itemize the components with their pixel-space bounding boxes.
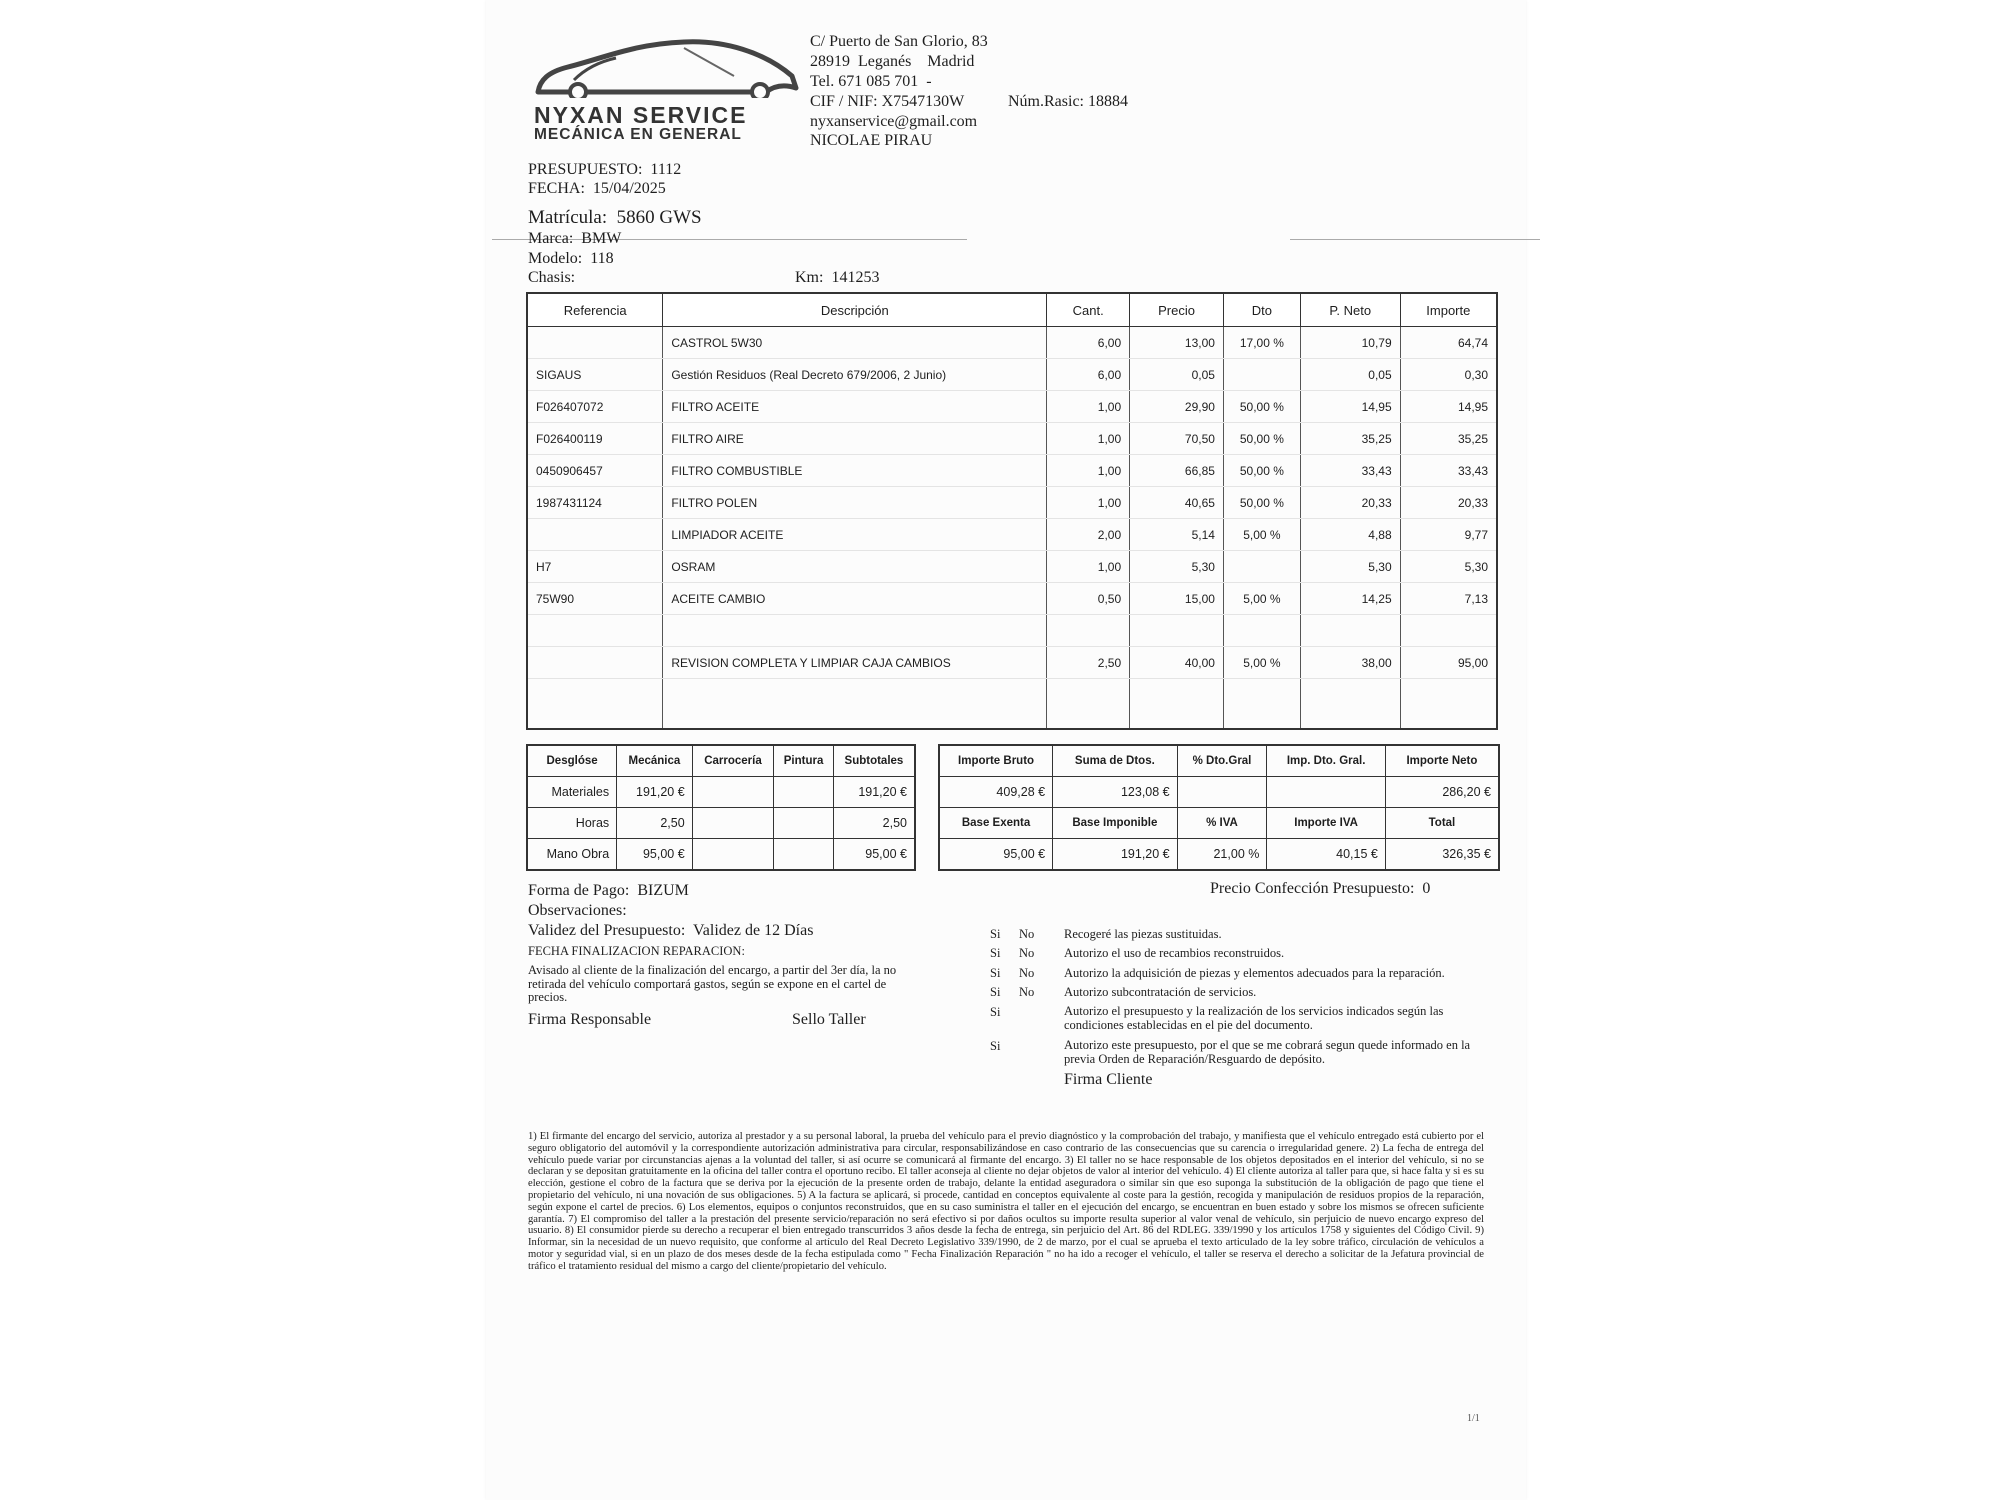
item-discount: 5,00 %: [1223, 583, 1300, 615]
item-qty: 1,00: [1047, 423, 1130, 455]
breakdown-mecanica: 191,20 €: [617, 777, 693, 808]
item-qty: 0,50: [1047, 583, 1130, 615]
auth-yes: Si: [990, 966, 1001, 980]
item-amount: 95,00: [1400, 647, 1497, 679]
table-row: [527, 455, 1497, 487]
item-desc: [663, 615, 1047, 647]
signature-responsible-label: Firma Responsable: [528, 1011, 652, 1028]
total-amount: 326,35 €: [1385, 839, 1499, 871]
base-exenta: 95,00 €: [939, 839, 1053, 871]
auth-yes: Si: [990, 1039, 1001, 1053]
item-price: 40,65: [1130, 487, 1224, 519]
item-qty: 1,00: [1047, 455, 1130, 487]
vehicle-chassis: Chasis:: [528, 269, 576, 286]
auth-no: No: [1019, 985, 1035, 999]
client-signature-label: Firma Cliente: [1064, 1071, 1153, 1088]
company-email: nyxanservice@gmail.com: [810, 113, 978, 130]
breakdown-subtotal: 2,50: [833, 808, 915, 839]
item-ref: [527, 519, 663, 551]
table-row: [527, 423, 1497, 455]
item-discount: [1223, 615, 1300, 647]
item-amount: 35,25: [1400, 423, 1497, 455]
totals-row-tax: [939, 839, 1499, 871]
item-qty: 2,00: [1047, 519, 1130, 551]
auth-yes: Si: [990, 985, 1001, 999]
item-net: 10,79: [1300, 327, 1400, 359]
item-ref: F026407072: [527, 391, 663, 423]
item-ref: 0450906457: [527, 455, 663, 487]
item-qty: 2,50: [1047, 647, 1130, 679]
item-discount: 50,00 %: [1223, 423, 1300, 455]
item-price: 40,00: [1130, 647, 1224, 679]
pickup-notice: Avisado al cliente de la finalización del encargo, a partir del 3er día, la no retirada del vehículo comportará gastos, según se expone en el cartel de precios.: [528, 963, 897, 1004]
totals-header: Base Exenta: [939, 808, 1053, 839]
repair-end-date-label: FECHA FINALIZACION REPARACION:: [528, 944, 745, 958]
item-ref: [527, 647, 663, 679]
auth-text: Autorizo la adquisición de piezas y elementos adecuados para la reparación.: [1064, 966, 1445, 980]
breakdown-pintura: [774, 808, 834, 839]
column-header: Precio: [1130, 293, 1224, 327]
item-desc: Gestión Residuos (Real Decreto 679/2006, 2 Junio): [663, 359, 1047, 391]
table-row: [527, 551, 1497, 583]
table-row: [527, 519, 1497, 551]
item-ref: F026400119: [527, 423, 663, 455]
item-price: 66,85: [1130, 455, 1224, 487]
auth-no: No: [1019, 927, 1035, 941]
item-ref: 1987431124: [527, 487, 663, 519]
importe-neto: 286,20 €: [1385, 777, 1499, 808]
item-discount: 5,00 %: [1223, 647, 1300, 679]
workshop-stamp-label: Sello Taller: [792, 1011, 866, 1028]
item-amount: 64,74: [1400, 327, 1497, 359]
table-row: [527, 359, 1497, 391]
auth-text: Autorizo subcontratación de servicios.: [1064, 985, 1257, 999]
item-discount: 17,00 %: [1223, 327, 1300, 359]
table-row: [527, 327, 1497, 359]
item-net: 4,88: [1300, 519, 1400, 551]
item-net: 33,43: [1300, 455, 1400, 487]
totals-header: Importe IVA: [1267, 808, 1386, 839]
presupuesto-number: PRESUPUESTO: 1112: [528, 161, 682, 178]
breakdown-header: Mecánica: [617, 745, 693, 777]
item-qty: 1,00: [1047, 391, 1130, 423]
base-imponible: 191,20 €: [1053, 839, 1178, 871]
items-header-row: [527, 293, 1497, 327]
company-tax-id: CIF / NIF: X7547130W: [810, 93, 965, 110]
breakdown-label: Mano Obra: [527, 839, 617, 871]
company-rasic: Núm.Rasic: 18884: [1008, 93, 1128, 110]
importe-iva: 40,15 €: [1267, 839, 1386, 871]
table-filler: [527, 679, 1497, 730]
breakdown-subtotal: 191,20 €: [833, 777, 915, 808]
item-discount: 50,00 %: [1223, 487, 1300, 519]
totals-header: % IVA: [1177, 808, 1267, 839]
item-qty: 6,00: [1047, 359, 1130, 391]
item-price: 5,30: [1130, 551, 1224, 583]
item-net: 14,25: [1300, 583, 1400, 615]
breakdown-header: Desglóse: [527, 745, 617, 777]
item-amount: 14,95: [1400, 391, 1497, 423]
item-net: 14,95: [1300, 391, 1400, 423]
column-header: P. Neto: [1300, 293, 1400, 327]
item-ref: H7: [527, 551, 663, 583]
breakdown-pintura: [774, 777, 834, 808]
observations-label: Observaciones:: [528, 902, 627, 919]
importe-descuento-general: [1267, 777, 1386, 808]
auth-no: No: [1019, 946, 1035, 960]
breakdown-row-materiales: [527, 777, 915, 808]
breakdown-header: Pintura: [774, 745, 834, 777]
breakdown-mecanica: 95,00 €: [617, 839, 693, 871]
auth-text: Recogeré las piezas sustituidas.: [1064, 927, 1222, 941]
suma-descuentos: 123,08 €: [1053, 777, 1178, 808]
item-discount: [1223, 359, 1300, 391]
legal-conditions: 1) El firmante del encargo del servicio, autoriza al prestador y a su personal laboral, la prueba del vehículo para el previo diagnóstico y la comprobación del trabajo, y manifiesta que el vehículo entregado está cubierto por el seguro obligatorio del automóvil y la correspondiente autorización administrativa para circular, responsabilizándose en caso contrario de las consecuencias que su carencia o irregularidad genere. 2) La fecha de entrega del vehículo puede variar por circunstancias ajenas a la voluntad del taller, si así ocurre se comunicará al firmante del encargo. 3) El taller no se hace responsable de los objetos depositados en el interior del vehículo, si no se declaran y se depositan gratuitamente en la oficina del taller contra el oportuno recibo. El taller aconseja al cliente no dejar objetos de valor al interior del vehículo. 4) El cliente autoriza al taller para que, si hace falta y si es su elección, gestione el cobro de la factura que se deriva por la ejecución de la presente orden de trabajo, delante la entidad aseguradora o similar sin que eso suponga la substitución de la obligación de pago que tiene el propietario del vehículo, ni una novación de sus obligaciones. 5) A la factura se aplicará, si procede, cantidad en conceptos equivalente al coste para la gestión, recogida y manipulación de residuos propios de la reparación, según expone el cartel de precios. 6) Los elementos, equipos o conjuntos reconstruidos, que en su caso suministra el taller en el ejecución del encargo, se encuentran en buen estado y sobre los mismos se ofrecen suficiente garantía. 7) El compromiso del taller a la prestación del presente servicio/reparación no será efectivo si por daños ocultos su importe resulta superior al valor venal de vehículo, sin perjuicio de nuevo encargo expreso del usuario. 8) El consumidor pierde su derecho a recuperar el bien entregado transcurridos 3 años desde la fecha de entrega, sin perjuicio del Art. 86 del RDLEG. 339/1990 y los artículos 1758 y siguientes del Código Civil. 9) Informar, sin la necesidad de un nuevo requisito, que conforme al artículo del Real Decreto Legislativo 339/1990, de 2 de marzo, por el cual se aprueba el texto articulado de la ley sobre tráfico, circulación de vehículos a motor y seguridad vial, si en un plazo de dos meses desde de la fecha estipulada como " Fecha Finalización Reparación " no ha ido a recoger el vehículo, el taller se reserva el derecho a solicitar de la Jefatura provincial de tráfico el tratamiento residual del mismo a cargo del cliente/propietario del vehículo.: [528, 1131, 1484, 1272]
company-owner: NICOLAE PIRAU: [810, 132, 933, 149]
column-header: Cant.: [1047, 293, 1130, 327]
breakdown-header: Carrocería: [692, 745, 774, 777]
breakdown-carroceria: [692, 808, 774, 839]
totals-header: Importe Neto: [1385, 745, 1499, 777]
breakdown-row-horas: [527, 808, 915, 839]
logo-tagline: MECÁNICA EN GENERAL: [534, 126, 742, 143]
item-discount: 50,00 %: [1223, 455, 1300, 487]
item-net: 5,30: [1300, 551, 1400, 583]
breakdown-pintura: [774, 839, 834, 871]
auth-no: No: [1019, 966, 1035, 980]
item-ref: SIGAUS: [527, 359, 663, 391]
breakdown-mecanica: 2,50: [617, 808, 693, 839]
item-price: 70,50: [1130, 423, 1224, 455]
divider-line: [1290, 239, 1540, 240]
item-qty: 6,00: [1047, 327, 1130, 359]
importe-bruto: 409,28 €: [939, 777, 1053, 808]
item-desc: FILTRO ACEITE: [663, 391, 1047, 423]
item-discount: [1223, 551, 1300, 583]
validity: Validez del Presupuesto: Validez de 12 Días: [528, 922, 814, 939]
vehicle-plate: Matrícula: 5860 GWS: [528, 207, 702, 228]
table-row: [527, 647, 1497, 679]
item-amount: 7,13: [1400, 583, 1497, 615]
breakdown-subtotal: 95,00 €: [833, 839, 915, 871]
breakdown-table: [526, 744, 916, 871]
item-desc: FILTRO COMBUSTIBLE: [663, 455, 1047, 487]
table-row: [527, 583, 1497, 615]
breakdown-header: Subtotales: [833, 745, 915, 777]
payment-method: Forma de Pago: BIZUM: [528, 882, 689, 899]
totals-table: [938, 744, 1500, 871]
vehicle-km: Km: 141253: [795, 269, 880, 286]
item-net: 20,33: [1300, 487, 1400, 519]
item-net: [1300, 615, 1400, 647]
breakdown-carroceria: [692, 839, 774, 871]
item-desc: OSRAM: [663, 551, 1047, 583]
item-amount: 5,30: [1400, 551, 1497, 583]
table-row: [527, 391, 1497, 423]
item-discount: 5,00 %: [1223, 519, 1300, 551]
item-desc: REVISION COMPLETA Y LIMPIAR CAJA CAMBIOS: [663, 647, 1047, 679]
column-header: Referencia: [527, 293, 663, 327]
item-price: 13,00: [1130, 327, 1224, 359]
item-price: 5,14: [1130, 519, 1224, 551]
totals-header: Total: [1385, 808, 1499, 839]
item-desc: FILTRO AIRE: [663, 423, 1047, 455]
table-row: [527, 487, 1497, 519]
company-address: C/ Puerto de San Glorio, 83: [810, 33, 988, 50]
car-logo-icon: [534, 36, 804, 98]
item-price: 15,00: [1130, 583, 1224, 615]
table-row: [527, 615, 1497, 647]
auth-text: Autorizo el presupuesto y la realización de los servicios indicados según las condiciones establecidas en el pie del documento.: [1064, 1004, 1444, 1032]
column-header: Descripción: [663, 293, 1047, 327]
column-header: Dto: [1223, 293, 1300, 327]
breakdown-label: Materiales: [527, 777, 617, 808]
item-discount: 50,00 %: [1223, 391, 1300, 423]
item-ref: 75W90: [527, 583, 663, 615]
totals-header: Base Imponible: [1053, 808, 1178, 839]
item-amount: 9,77: [1400, 519, 1497, 551]
item-ref: [527, 327, 663, 359]
item-qty: 1,00: [1047, 487, 1130, 519]
item-net: 35,25: [1300, 423, 1400, 455]
item-net: 38,00: [1300, 647, 1400, 679]
item-amount: 20,33: [1400, 487, 1497, 519]
breakdown-row-mano-obra: [527, 839, 915, 871]
item-qty: 1,00: [1047, 551, 1130, 583]
auth-text: Autorizo el uso de recambios reconstruidos.: [1064, 946, 1285, 960]
item-desc: LIMPIADOR ACEITE: [663, 519, 1047, 551]
budget-preparation-price: Precio Confección Presupuesto: 0: [1210, 880, 1431, 897]
totals-row-gross: [939, 777, 1499, 808]
item-ref: [527, 615, 663, 647]
auth-yes: Si: [990, 927, 1001, 941]
auth-text: Autorizo este presupuesto, por el que se me cobrará segun quede informado en la previa Orden de Reparación/Resguardo de depósito.: [1064, 1038, 1471, 1066]
page-number: 1/1: [1467, 1413, 1480, 1424]
totals-header: Suma de Dtos.: [1053, 745, 1178, 777]
item-amount: 33,43: [1400, 455, 1497, 487]
presupuesto-date: FECHA: 15/04/2025: [528, 180, 666, 197]
iva-pct: 21,00 %: [1177, 839, 1267, 871]
item-price: 29,90: [1130, 391, 1224, 423]
item-price: [1130, 615, 1224, 647]
vehicle-model: Modelo: 118: [528, 250, 614, 267]
breakdown-carroceria: [692, 777, 774, 808]
item-amount: [1400, 615, 1497, 647]
auth-yes: Si: [990, 946, 1001, 960]
descuento-general-pct: [1177, 777, 1267, 808]
column-header: Importe: [1400, 293, 1497, 327]
item-desc: FILTRO POLEN: [663, 487, 1047, 519]
item-desc: ACEITE CAMBIO: [663, 583, 1047, 615]
company-city: 28919 Leganés Madrid: [810, 53, 975, 70]
breakdown-label: Horas: [527, 808, 617, 839]
logo-name: NYXAN SERVICE: [534, 102, 748, 128]
auth-yes: Si: [990, 1005, 1001, 1019]
item-amount: 0,30: [1400, 359, 1497, 391]
item-qty: [1047, 615, 1130, 647]
items-table: [526, 292, 1498, 730]
company-phone: Tel. 671 085 701 -: [810, 73, 932, 90]
item-desc: CASTROL 5W30: [663, 327, 1047, 359]
item-price: 0,05: [1130, 359, 1224, 391]
item-net: 0,05: [1300, 359, 1400, 391]
totals-header: % Dto.Gral: [1177, 745, 1267, 777]
totals-header: Imp. Dto. Gral.: [1267, 745, 1386, 777]
totals-header: Importe Bruto: [939, 745, 1053, 777]
vehicle-make: Marca: BMW: [528, 230, 622, 247]
